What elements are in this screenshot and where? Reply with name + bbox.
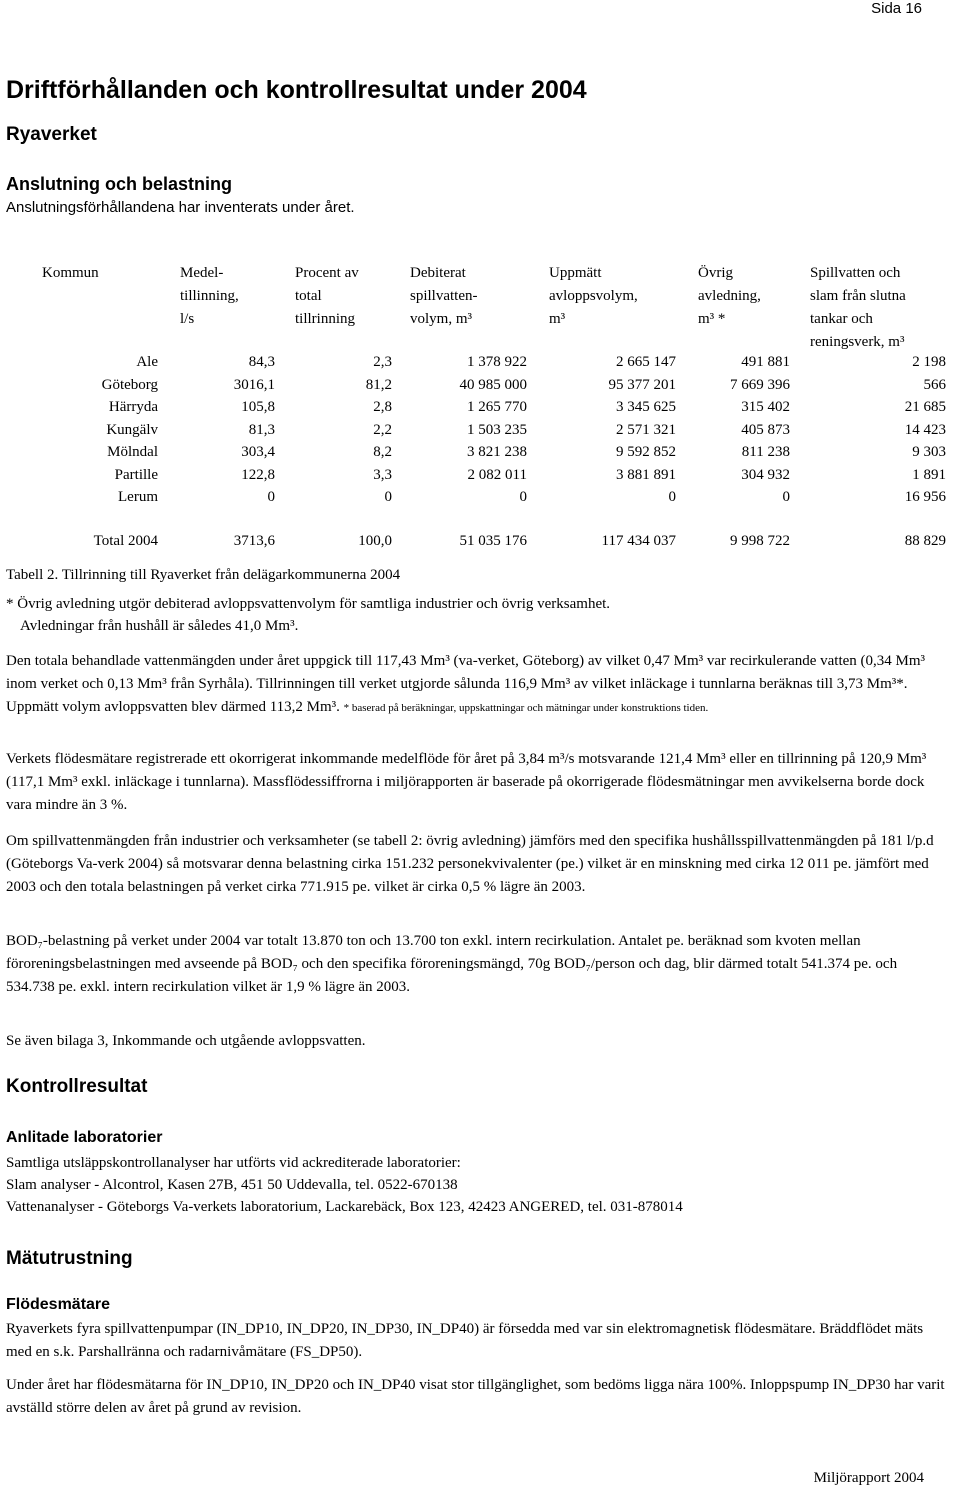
table-cell: 81,2 xyxy=(365,376,392,393)
table-cell: 2 665 147 xyxy=(616,354,676,370)
laboratory-intro: Samtliga utsläppskontrollanalyser har utförts vid ackrediterade laboratorier: xyxy=(6,1155,461,1171)
table-cell-kommun: Mölndal xyxy=(107,444,158,460)
laboratory-water: Vattenanalyser - Göteborgs Va-verkets laboratorium, Lackarebäck, Box 123, 42423 ANGERED, tel. 031-878014 xyxy=(6,1199,683,1215)
table-cell-kommun: Härryda xyxy=(108,399,158,415)
table-caption: Tabell 2. Tillrinning till Ryaverket från delägarkommunerna 2004 xyxy=(6,567,401,583)
table-cell: 21 685 xyxy=(904,399,946,415)
table-cell-kommun: Kungälv xyxy=(106,421,158,438)
table-cell: 566 xyxy=(923,376,946,393)
table-cell: 88 829 xyxy=(904,533,946,549)
table-cell: 117 434 037 xyxy=(601,533,676,549)
paragraph-note: * baserad på beräkningar, uppskattningar och mätningar under konstruktions tiden. xyxy=(343,702,709,714)
table-cell: 405 873 xyxy=(741,421,790,438)
table-cell-kommun: Lerum xyxy=(118,489,158,505)
subheading-flow-meters: Flödesmätare xyxy=(6,1296,111,1313)
table-cell: 9 998 722 xyxy=(730,533,790,549)
table-cell: 2,8 xyxy=(373,399,392,415)
footnote-line-2: Avledningar från hushåll är således 41,0 Mm³. xyxy=(20,618,299,634)
paragraph-flow-meter: Verkets flödesmätare registrerade ett okorrigerat inkommande medelflöde för året på 3,84 m³/s motsvarande 121,4 Mm³ eller en tillrinning på 120,9 Mm³ (117,1 Mm³ exkl. inläckage i tunnlarna). Massflödessiffrorna i miljörapporten är baserade på okorrigerade flödesmätningar men avvikelserna borde dock vara mindre än 3 %. xyxy=(6,751,927,813)
paragraph-person-equivalents: Om spillvattenmängden från industrier och verksamheter (se tabell 2: övrig avledning) jämförs med den specifika hushållsspillvattenmängden på 181 l/p.d (Göteborgs Va-verk 2004) så motsvarar denna belastning cirka 151.232 personekvivalenter (pe.) vilket är en minskning med cirka 12 011 pe. jämfört med 2003 och den totala belastningen på verket cirka 771.915 pe. vilket är cirka 0,5 % lägre än 2003. xyxy=(6,833,934,895)
table-cell-kommun: Total 2004 xyxy=(93,533,158,549)
table-cell: 303,4 xyxy=(241,444,275,460)
page-title: Driftförhållanden och kontrollresultat under 2004 xyxy=(6,76,587,104)
page-subtitle: Ryaverket xyxy=(6,124,97,145)
table-cell: 81,3 xyxy=(248,421,275,438)
table-cell: 9 303 xyxy=(912,444,946,460)
table-cell: 2 198 xyxy=(912,354,946,370)
table-cell-kommun: Ale xyxy=(136,354,158,370)
table-cell: 3 821 238 xyxy=(467,444,527,460)
table-header-cell: Procent av total tillrinning xyxy=(295,265,359,327)
table-cell: 0 xyxy=(384,489,392,505)
table-cell: 3016,1 xyxy=(233,376,275,393)
table-cell: 2,2 xyxy=(373,421,392,438)
table-cell: 105,8 xyxy=(241,399,275,415)
table-cell: 100,0 xyxy=(358,533,392,549)
table-cell: 2 082 011 xyxy=(467,466,527,483)
laboratory-list xyxy=(6,1152,683,1218)
table-cell: 1 265 770 xyxy=(467,399,527,415)
page-footer: Miljörapport 2004 xyxy=(813,1470,924,1486)
table-cell: 3 345 625 xyxy=(616,399,676,415)
table-cell: 0 xyxy=(267,489,275,505)
paragraph-availability: Under året har flödesmätarna för IN_DP10, IN_DP20 och IN_DP40 visat stor tillgänglighet, som bedöms ligga nära 100%. Inloppspump IN_DP30 har varit avställd större delen av året på grund av revision. xyxy=(6,1377,945,1416)
table-cell: 811 238 xyxy=(741,444,790,460)
table-cell: 8,2 xyxy=(373,444,392,460)
section-heading-control: Kontrollresultat xyxy=(6,1076,148,1097)
table-cell: 0 xyxy=(519,489,527,505)
table-cell: 1 891 xyxy=(912,466,946,483)
table-header-cell: Spillvatten och slam från slutna tankar och reningsverk, m³ xyxy=(810,265,906,350)
table-cell: 2,3 xyxy=(373,354,392,370)
laboratory-slam: Slam analyser - Alcontrol, Kasen 27B, 451 50 Uddevalla, tel. 0522-670138 xyxy=(6,1177,458,1193)
table-cell: 16 956 xyxy=(904,489,946,505)
footnote-line-1: * Övrig avledning utgör debiterad avloppsvattenvolym för samtliga industrier och övrig verksamhet. xyxy=(6,596,611,612)
paragraph-water-volume: Den totala behandlade vattenmängden under året uppgick till 117,43 Mm³ (va-verket, Göteborg) av vilket 0,47 Mm³ var recirkulerande vatten (0,34 Mm³ inom verket och 0,13 Mm³ från Syrhåla). Tillrinningen till verket utgjorde sålunda 116,9 Mm³ av vilket inläckage i tunnlarna beräknas till 3,73 Mm³*. Uppmätt volym avloppsvatten blev därmed 113,2 Mm³. * baserad på beräkningar, uppskattningar och mätningar under konstruktions tiden. xyxy=(6,653,926,715)
table-header-cell: Kommun xyxy=(42,265,99,281)
table-cell: 491 881 xyxy=(741,354,790,370)
paragraph-bod-load: BOD₇-belastning på verket under 2004 var totalt 13.870 ton och 13.700 ton exkl. intern recirkulation. Antalet pe. beräknad som kvoten mellan föroreningsbelastningen med avseende på BOD₇ och den specifika föroreningsmängd, 70g BOD₇/person och dag, blir därmed totalt 541.374 pe. och 534.738 pe. exkl. intern recirkulation vilket är 1,9 % lägre än 2003. xyxy=(6,933,898,995)
table-cell: 95 377 201 xyxy=(608,376,676,393)
section-intro: Anslutningsförhållandena har inventerats under året. xyxy=(6,199,355,216)
table-header-cell: Övrig avledning, m³ * xyxy=(698,265,761,327)
table-cell-kommun: Göteborg xyxy=(101,376,158,393)
table-cell: 0 xyxy=(668,489,676,505)
table-cell: 0 xyxy=(782,489,790,505)
table-cell: 40 985 000 xyxy=(459,376,527,393)
table-cell: 2 571 321 xyxy=(616,421,676,438)
table-cell: 3 881 891 xyxy=(616,466,676,483)
table-cell: 1 378 922 xyxy=(467,354,527,370)
table-cell-kommun: Partille xyxy=(114,466,158,483)
table-cell: 9 592 852 xyxy=(616,444,676,460)
section-heading-connection: Anslutning och belastning xyxy=(6,174,232,194)
table-cell: 3713,6 xyxy=(233,533,275,549)
section-heading-metering: Mätutrustning xyxy=(6,1248,133,1269)
table-cell: 14 423 xyxy=(904,421,946,438)
paragraph-see-appendix: Se även bilaga 3, Inkommande och utgående avloppsvatten. xyxy=(6,1033,366,1049)
table-cell: 7 669 396 xyxy=(730,376,790,393)
table-cell: 3,3 xyxy=(373,466,392,483)
table-cell: 1 503 235 xyxy=(467,421,527,438)
table-cell: 84,3 xyxy=(248,354,275,370)
subheading-laboratories: Anlitade laboratorier xyxy=(6,1129,163,1146)
table-cell: 304 932 xyxy=(741,466,790,483)
table-header-cell: Uppmätt avloppsvolym, m³ xyxy=(549,265,638,327)
table-cell: 315 402 xyxy=(741,399,790,415)
table-header-cell: Debiterat spillvatten- volym, m³ xyxy=(410,265,478,327)
table-header-cell: Medel- tillinning, l/s xyxy=(180,265,239,327)
page-number: Sida 16 xyxy=(871,0,922,17)
paragraph-pumps: Ryaverkets fyra spillvattenpumpar (IN_DP10, IN_DP20, IN_DP30, IN_DP40) är försedda med var sin elektromagnetisk flödesmätare. Bräddflödet mäts med en s.k. Parshallränna och radarnivåmätare (FS_DP50). xyxy=(6,1321,924,1360)
table-cell: 51 035 176 xyxy=(459,533,527,549)
table-cell: 122,8 xyxy=(241,466,275,483)
